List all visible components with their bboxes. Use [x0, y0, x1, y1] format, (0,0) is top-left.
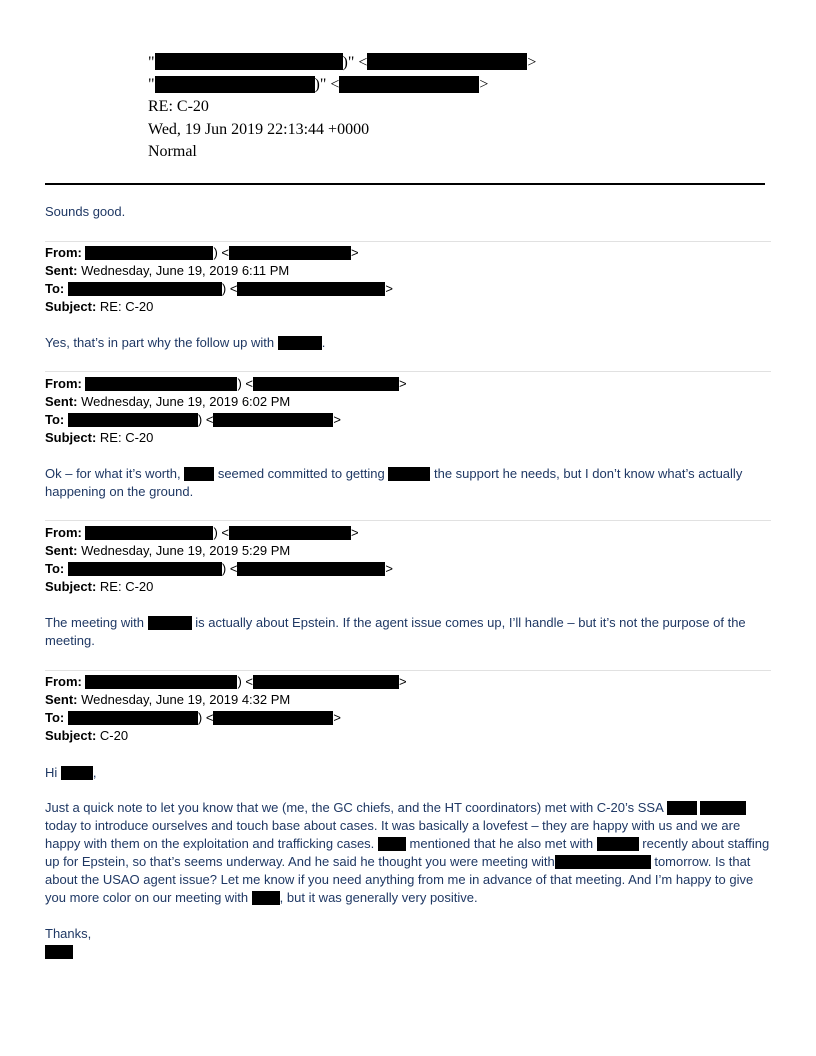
header-to-value: " )" < >	[148, 76, 489, 94]
message-separator	[45, 520, 771, 521]
redaction	[155, 53, 343, 70]
redaction	[388, 467, 430, 481]
meta-to: To: ) < >	[45, 412, 342, 427]
redaction	[253, 675, 399, 689]
meta-from: From: ) < >	[45, 245, 359, 260]
header-from-value: " )" < >	[148, 54, 537, 71]
redaction	[85, 526, 213, 540]
header-divider	[45, 183, 765, 185]
redaction	[68, 282, 222, 296]
meta-sent: Sent: Wednesday, June 19, 2019 5:29 PM	[45, 543, 291, 558]
meta-subject: Subject: C-20	[45, 728, 129, 743]
redaction	[85, 377, 237, 391]
meta-subject: Subject: RE: C-20	[45, 430, 154, 445]
redaction	[45, 945, 73, 959]
message-4-text: The meeting with is actually about Epstein. If the agent issue comes up, I’ll handle – but it’s not the purpose of the meeting.	[45, 615, 746, 648]
meta-sent: Sent: Wednesday, June 19, 2019 6:02 PM	[45, 394, 291, 409]
redaction	[213, 711, 333, 725]
redaction	[700, 801, 746, 815]
message-4-meta	[45, 524, 771, 596]
message-5-greeting	[45, 764, 771, 782]
reply-text: Sounds good.	[45, 204, 126, 219]
redaction	[155, 76, 315, 93]
redaction	[237, 562, 385, 576]
paragraph-text: Just a quick note to let you know that we (me, the GC chiefs, and the HT coordinators) met with C-20’s SSA today to introduce ourselves and touch base about cases. It was basically a lovefest – they are happy with us and we are happy with them on the exploitation and trafficking cases. mentioned that he also met with recently about staffing up for Epstein, so that’s seems underway. And he said he thought you were meeting with tomorrow. Is that about the USAO agent issue? Let me know if you need anything from me in advance of that meeting. And I’m happy to give you more color on our meeting with , but it was generally very positive.	[45, 800, 770, 905]
meta-sent: Sent: Wednesday, June 19, 2019 6:11 PM	[45, 263, 290, 278]
meta-from: From: ) < >	[45, 674, 407, 689]
redaction	[278, 336, 322, 350]
redaction	[213, 413, 333, 427]
meta-subject: Subject: RE: C-20	[45, 299, 154, 314]
redaction	[367, 53, 527, 70]
redaction	[667, 801, 697, 815]
redaction	[85, 246, 213, 260]
message-3-meta	[45, 375, 771, 447]
header-date-value: Wed, 19 Jun 2019 22:13:44 +0000	[148, 120, 370, 138]
redaction	[68, 711, 198, 725]
message-5-closing	[45, 925, 771, 961]
closing-text: Thanks,	[45, 926, 92, 941]
meta-from: From: ) < >	[45, 525, 359, 540]
redaction	[339, 76, 479, 93]
redaction	[68, 562, 222, 576]
redaction	[229, 526, 351, 540]
reply-body	[45, 203, 771, 221]
message-2-body	[45, 334, 771, 352]
message-2-text: Yes, that’s in part why the follow up with .	[45, 335, 326, 350]
meta-to: To: ) < >	[45, 710, 342, 725]
redaction	[597, 837, 639, 851]
message-separator	[45, 371, 771, 372]
message-4-body	[45, 614, 771, 650]
meta-subject: Subject: RE: C-20	[45, 579, 154, 594]
meta-sent: Sent: Wednesday, June 19, 2019 4:32 PM	[45, 692, 291, 707]
redaction	[85, 675, 237, 689]
message-3-body	[45, 465, 771, 501]
message-5-paragraph	[45, 799, 771, 907]
message-2-meta	[45, 244, 771, 316]
message-5-meta	[45, 673, 771, 745]
header-importance-value: Normal	[148, 142, 197, 160]
greeting-text: Hi ,	[45, 765, 97, 780]
redaction	[148, 616, 192, 630]
redaction	[252, 891, 280, 905]
message-separator	[45, 241, 771, 242]
message-3-text: Ok – for what it’s worth, seemed committed to getting the support he needs, but I don’t know what’s actually happening on the ground.	[45, 466, 743, 499]
meta-to: To: ) < >	[45, 281, 394, 296]
meta-to: To: ) < >	[45, 561, 394, 576]
redaction	[68, 413, 198, 427]
redaction	[237, 282, 385, 296]
message-separator	[45, 670, 771, 671]
redaction	[378, 837, 406, 851]
header-subject-value: RE: C-20	[148, 98, 209, 116]
redaction	[61, 766, 93, 780]
redaction	[229, 246, 351, 260]
signature	[45, 943, 771, 961]
redaction	[184, 467, 214, 481]
redaction	[555, 855, 651, 869]
meta-from: From: ) < >	[45, 376, 407, 391]
redaction	[253, 377, 399, 391]
